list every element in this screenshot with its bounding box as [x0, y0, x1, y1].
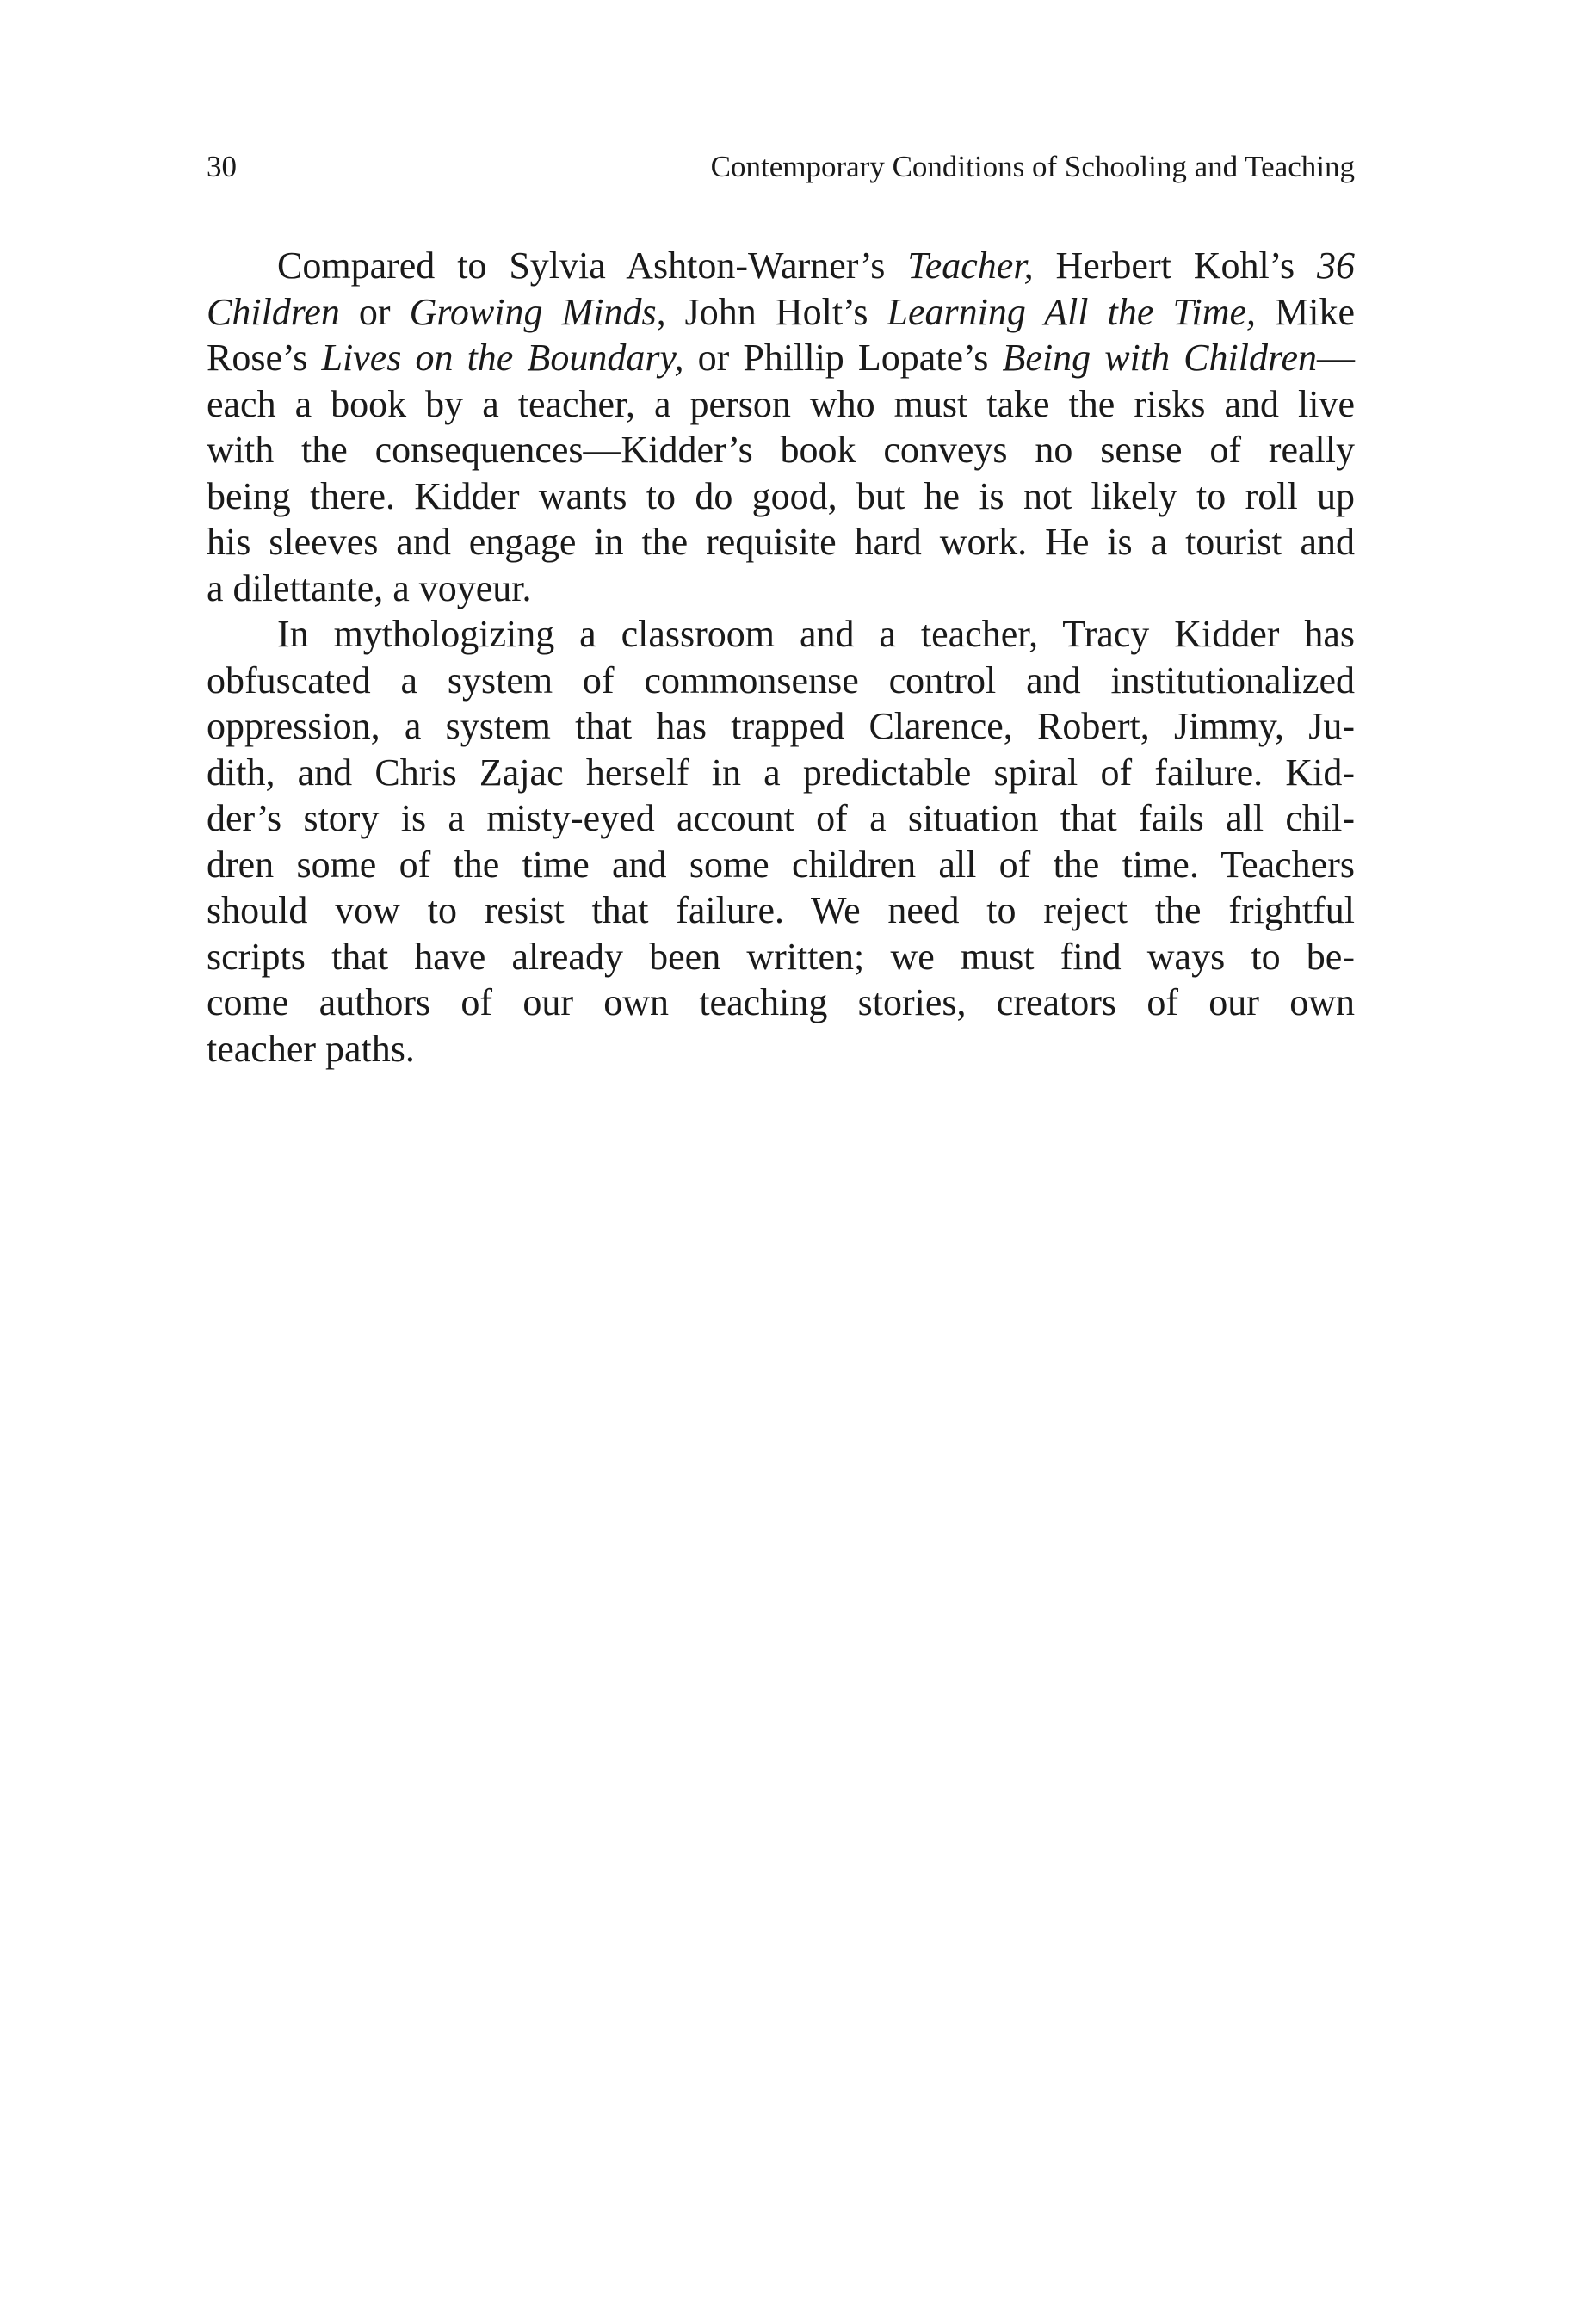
text-run: each a book by a teacher, a person who must take the risks and live: [207, 382, 1355, 425]
text-line: [207, 980, 1355, 1026]
text-line: [207, 1026, 1355, 1072]
text-line: [207, 381, 1355, 428]
text-run: teacher paths.: [207, 1027, 415, 1070]
text-line: [207, 473, 1355, 520]
text-run: a dilettante, a voyeur.: [207, 566, 532, 609]
paragraph: [207, 611, 1355, 1072]
text-line: [207, 887, 1355, 934]
text-line: [207, 703, 1355, 750]
text-line: [207, 750, 1355, 796]
running-title: Contemporary Conditions of Schooling and Teaching: [710, 150, 1355, 183]
text-run: being there. Kidder wants to do good, but he is not likely to roll up: [207, 474, 1355, 517]
italic-title: Children: [207, 290, 340, 333]
text-line: [207, 934, 1355, 980]
text-run: Herbert Kohl’s: [1033, 244, 1317, 287]
text-run: or Phillip Lopate’s: [683, 337, 1003, 379]
text-run: —: [1317, 337, 1356, 379]
text-run: Compared to Sylvia Ashton-Warner’s: [277, 244, 908, 287]
italic-title: Teacher,: [907, 244, 1034, 287]
body-text: [207, 243, 1355, 1072]
text-run: obfuscated a system of commonsense control and institutionalized: [207, 658, 1355, 702]
running-head: [207, 150, 1355, 198]
text-run: John Holt’s: [665, 290, 887, 333]
text-run: his sleeves and engage in the requisite hard work. He is a tourist and: [207, 521, 1355, 563]
text-run: In mythologizing a classroom and a teacher, Tracy Kidder has: [277, 613, 1355, 655]
italic-title: Lives on the Boundary,: [321, 337, 684, 379]
text-run: Mike: [1256, 290, 1355, 333]
text-line: [207, 795, 1355, 842]
text-run: scripts that have already been written; we must find ways to be-: [207, 935, 1355, 978]
text-line: [207, 658, 1355, 704]
text-run: dith, and Chris Zajac herself in a predictable spiral of failure. Kid-: [207, 751, 1355, 794]
page-number: 30: [207, 150, 237, 183]
text-line: [207, 335, 1355, 381]
text-line: [207, 243, 1355, 289]
text-run: Rose’s: [207, 337, 322, 379]
text-line: [207, 611, 1355, 658]
italic-title: Learning All the Time,: [887, 290, 1257, 333]
text-run: or: [339, 290, 410, 333]
text-line: [207, 842, 1355, 888]
text-run: with the consequences—Kidder’s book conveys no sense of really: [207, 429, 1355, 471]
text-line: [207, 519, 1355, 566]
text-run: come authors of our own teaching stories, creators of our own: [207, 981, 1355, 1023]
text-line: [207, 289, 1355, 336]
text-run: oppression, a system that has trapped Clarence, Robert, Jimmy, Ju-: [207, 705, 1355, 747]
text-run: dren some of the time and some children all of the time. Teachers: [207, 843, 1355, 886]
text-run: der’s story is a misty-eyed account of a situation that fails all chil-: [207, 797, 1355, 839]
italic-title: Growing Minds,: [409, 290, 666, 333]
text-run: should vow to resist that failure. We need to reject the frightful: [207, 889, 1355, 931]
italic-title: Being with Children: [1002, 337, 1318, 379]
text-line: [207, 566, 1355, 612]
text-line: [207, 427, 1355, 473]
paragraph: [207, 243, 1355, 611]
italic-title: 36: [1317, 244, 1355, 287]
